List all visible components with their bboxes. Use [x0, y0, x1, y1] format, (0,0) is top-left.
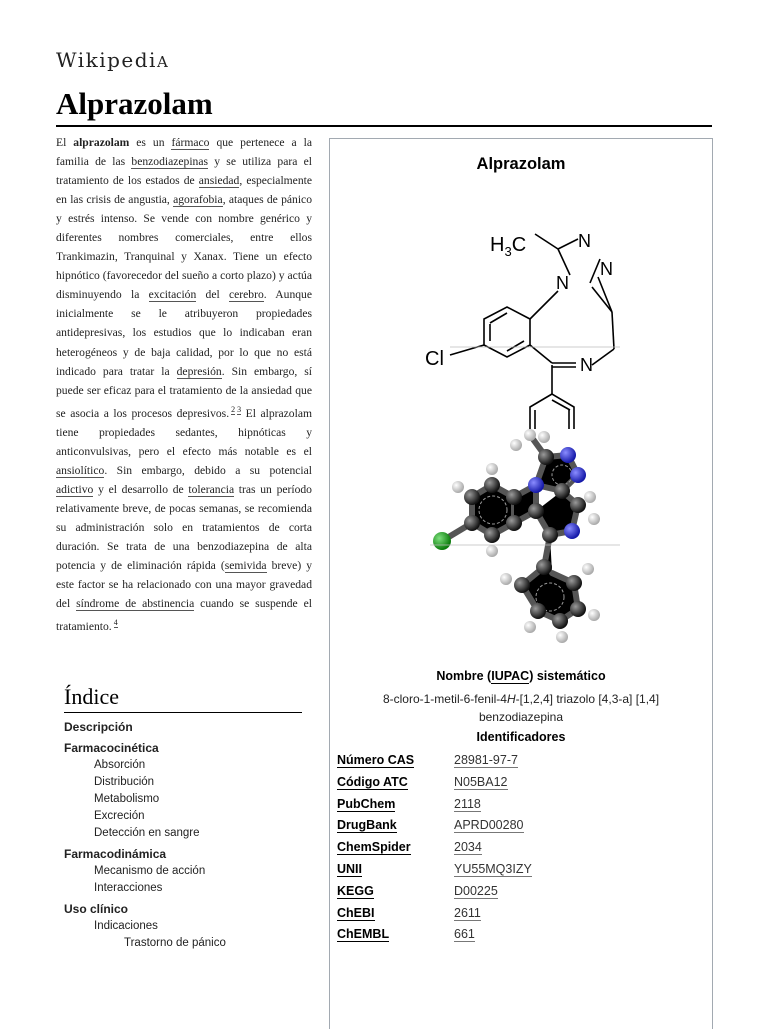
article-link[interactable]: adictivo — [56, 482, 94, 496]
toc-item[interactable]: Descripción — [64, 720, 133, 734]
text-run: y se utiliza para el tratamiento de los estados de — [56, 155, 312, 188]
identifier-value-link[interactable]: 661 — [454, 927, 475, 942]
identifier-key-link[interactable]: KEGG — [337, 883, 374, 898]
text-run: El alprazolam tiene propiedades sedantes, hipnóticas y anticonvulsivas, pero el efecto más notable es el — [56, 406, 312, 458]
iupac-link[interactable]: IUPAC — [491, 669, 530, 683]
phenyl-ring — [530, 394, 574, 429]
article-link[interactable]: benzodiazepinas — [131, 155, 209, 169]
text-run: . Sin embargo, sí puede ser eficaz para el tratamiento de la ansiedad que se asocia a los procesos depresivos. — [56, 364, 312, 420]
ball-and-stick-model-image[interactable] — [330, 427, 712, 652]
structural-formula-image[interactable] — [330, 179, 712, 429]
identifier-row — [337, 838, 705, 860]
text-run: tras un período relativamente breve, de pocas semanas, se recomienda su administración solo en tratamientos de corta duración. Se trata de una benzodiazepina de alta potencia y de eliminación rápida ( — [56, 482, 312, 572]
identifiers-table — [337, 751, 705, 947]
cl-bond — [450, 345, 484, 355]
cl-label: Cl — [425, 348, 444, 370]
infobox-title: Alprazolam — [476, 155, 566, 173]
identifier-key-link[interactable]: UNII — [337, 861, 362, 876]
identifier-value-link[interactable]: 2034 — [454, 840, 482, 855]
toc-item[interactable]: Farmacodinámica — [64, 847, 167, 861]
toc-item[interactable]: Detección en sangre — [94, 827, 200, 839]
toc-title: Índice — [64, 684, 302, 713]
text-run: del — [196, 288, 229, 302]
article-link[interactable]: agorafobia — [173, 193, 223, 207]
identifier-row — [337, 882, 705, 904]
identifiers-header: Identificadores — [476, 730, 566, 744]
toc-item[interactable]: Farmacocinética — [64, 741, 159, 755]
identifier-value-link[interactable]: D00225 — [454, 883, 498, 898]
reference-link[interactable]: 3 — [237, 404, 242, 414]
text-run: es un — [129, 136, 172, 149]
identifier-key-link[interactable]: ChemSpider — [337, 840, 411, 855]
article-link[interactable]: semivida — [224, 558, 267, 572]
identifier-row — [337, 751, 705, 773]
identifier-row — [337, 773, 705, 795]
article-intro — [56, 133, 312, 636]
identifier-key-link[interactable]: ChEMBL — [337, 927, 390, 942]
article-link[interactable]: síndrome de abstinencia — [76, 596, 195, 610]
page-title: Alprazolam — [56, 86, 213, 121]
text-run: , especialmente en las crisis de angustia, — [56, 174, 312, 207]
identifier-key-link[interactable]: Número CAS — [337, 753, 415, 767]
atoms-group — [433, 429, 600, 643]
identifier-row — [337, 925, 705, 947]
toc-item[interactable]: Indicaciones — [94, 920, 158, 932]
toc-item[interactable]: Uso clínico — [64, 902, 129, 916]
n-label: N — [600, 259, 613, 279]
toc-item[interactable]: Excreción — [94, 810, 145, 822]
text-run: y el desarrollo de — [93, 482, 189, 496]
text-run: , ataques de pánico y estrés intenso. Se vende con nombre genérico y diferentes nombres comerciales, entre ellos Trankimazin, Tranquinal y Xanax. Tiene un efecto hipnótico (favorecedor del sueño a corto plazo) y actúa disminuyendo la — [56, 193, 312, 302]
text-run: . Aunque inicialmente se le atribuyeron propiedades antidepresivas, los estudios que lo indicaban eran heterogéneos y de baja calidad, por lo que no está indicado para tratar la — [56, 288, 312, 378]
wordmark-text: Wikipedi — [56, 48, 157, 72]
identifier-value-link[interactable]: 2118 — [454, 796, 481, 811]
toc-item[interactable]: Absorción — [94, 759, 146, 771]
identifier-value-link[interactable]: 2611 — [454, 905, 481, 920]
iupac-name-header: Nombre (IUPAC) sistemático — [436, 669, 606, 683]
article-link[interactable]: ansiolítico — [56, 463, 105, 477]
n-label: N — [580, 355, 593, 375]
article-link[interactable]: cerebro — [228, 288, 264, 302]
identifier-key-link[interactable]: DrugBank — [337, 818, 397, 833]
article-link[interactable]: ansiedad — [198, 174, 240, 188]
text-run: cuando se suspende el tratamiento. — [56, 596, 312, 633]
identifier-value-link[interactable]: N05BA12 — [454, 774, 508, 789]
identifier-value-link[interactable]: YU55MQ3IZY — [454, 861, 532, 876]
identifier-row — [337, 795, 705, 817]
toc-item[interactable]: Interacciones — [94, 882, 163, 894]
text-run: breve) y este factor se ha relacionado con una mayor gravedad del — [56, 558, 312, 610]
wikipedia-wordmark[interactable] — [56, 48, 169, 72]
iupac-name-value: 8-cloro-1-metil-6-fenil-4H-[1,2,4] triazolo [4,3-a] [1,4] benzodiazepina — [382, 692, 660, 724]
toc-item[interactable]: Trastorno de pánico — [124, 937, 226, 949]
identifier-row — [337, 816, 705, 838]
n-label: N — [556, 273, 569, 293]
n-label: N — [578, 231, 591, 251]
article-link[interactable]: tolerancia — [188, 482, 235, 496]
methyl-label: $H_3C$ — [490, 234, 527, 259]
reference-link[interactable]: 2 — [231, 404, 236, 414]
article-link[interactable]: depresión — [176, 364, 222, 378]
reference-link[interactable]: 4 — [113, 618, 118, 628]
identifier-key-link[interactable]: ChEBI — [337, 905, 375, 920]
toc-item[interactable]: Distribución — [94, 776, 155, 788]
identifier-row — [337, 860, 705, 882]
identifier-key-link[interactable]: PubChem — [337, 796, 396, 811]
title-divider — [56, 125, 712, 127]
article-link[interactable]: fármaco — [171, 136, 210, 149]
toc-item[interactable]: Metabolismo — [94, 793, 160, 805]
bold-term: alprazolam — [73, 136, 130, 149]
identifier-value-link[interactable]: 28981-97-7 — [454, 753, 518, 767]
identifier-key-link[interactable]: Código ATC — [337, 774, 408, 789]
identifier-value-link[interactable]: APRD00280 — [454, 818, 524, 833]
benzo-ring — [484, 307, 530, 357]
wordmark-end: A — [156, 53, 170, 71]
text-run: El — [56, 136, 74, 149]
table-of-contents — [64, 684, 302, 952]
toc-item[interactable]: Mecanismo de acción — [94, 865, 206, 877]
infobox — [329, 138, 713, 1029]
toc-list — [64, 719, 302, 952]
text-run: . Sin embargo, debido a su potencial — [104, 463, 312, 477]
article-link[interactable]: excitación — [148, 288, 197, 302]
text-run: que pertenece a la familia de las — [56, 136, 313, 169]
identifier-row — [337, 904, 705, 926]
